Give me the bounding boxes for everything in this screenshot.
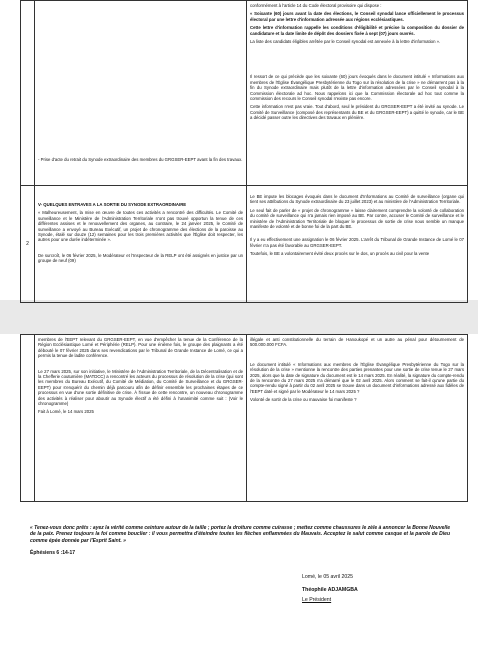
left-cell [35, 1, 247, 186]
bible-reference: Éphésiens 6 :14-17 [30, 550, 76, 557]
paragraph: De surcroît, le 06 février 2025, le Modérateur et l'Inspecteur de la RELP ont été assignés en justice par un groupe de neuf (09) [38, 252, 243, 264]
paragraph: Le document intitulé « Informations aux membres de l'Église Évangélique Presbytérienne du Togo sur la résolution de la crise » mentionne la rencontre des parties prenantes pour une sortie de crise tenue le 27 mars 2025, alors que la date de signature du document est le 14 mars 2025. En réalité, la signature du compte-rendu de la rencontre du 27 mars 2025 n'a démarré que le 02 avril 2025. Alors comment se fait-il qu'une partie du compte-rendu signé à partir du 02 avril 2025 se trouve dans un document d'informations adressé aux fidèles de l'EEPT daté et signé par le Modérateur le 14 mars 2025 ? [250, 361, 464, 394]
right-cell [247, 1, 468, 186]
paragraph: Cette information n'est pas vraie. Tout d'abord, seul le président du GRGSER-EEPT a été invité au synode. Le Comité de Surveillance (composé des représentants du BE et du GRGSER-EEPT) a quitté le synode, car le BE a décidé passer outre les directives des travaux en plénière. [250, 104, 464, 121]
paragraph: conformément à l'article 14 du Code électoral provisoire qui dispose : [250, 3, 382, 8]
table-row [21, 335, 468, 502]
signatory-name: Théophile ADJAMGBA [302, 587, 358, 593]
right-cell [247, 335, 468, 502]
comparison-table-page-1 [20, 0, 468, 303]
row-number: 2 [21, 186, 35, 303]
place-date: Lomé, le 05 avril 2025 [302, 574, 354, 580]
paragraph: illégale et anti constitutionnelle du terrain de Hanoukopé et un autre au pénal pour détournement de 500.000.000 FCFA. [250, 337, 464, 348]
left-cell [35, 335, 247, 502]
page-2 [0, 334, 478, 664]
paragraph: Toutefois, le BE a volontairement évité deux procès sur le dos, un procès au civil pour la vente [250, 251, 430, 257]
page-1 [0, 0, 478, 300]
paragraph: Il y a eu effectivement une assignation le 06 février 2025. L'arrêt du Tribunal de Grande Instance de Lomé le 07 février n'a pas été favorable au GRGSER-EEPT. [250, 237, 464, 248]
table-row [21, 186, 468, 303]
table-row [21, 1, 468, 186]
paragraph: Volonté de sortir de la crise ou mauvaise foi manifeste ? [250, 397, 357, 403]
paragraph: Le seul fait de parler de « projet de chronogramme » laisse clairement comprendre la volonté de collaboration du comité de surveillance qui n'a jamais rien imposé au BE. Par contre, accuser le Comité de surveillance et le ministère de l'Administration Territoriale de bloquer le processus de sortie de crise nous semble un manque manifeste de volonté et de bonne foi de la part du BE. [250, 207, 464, 230]
section-heading: V- QUELQUES ENTRAVES A LA SORTIE DU SYNODE EXTRAORDINAIRE [38, 202, 187, 207]
paragraph: Cette lettre d'information rappelle les conditions d'éligibilité et précise la composition du dossier de candidature et la date limite de dépôt des dossiers fixée à sept (07) jours ouvrés. [250, 25, 464, 36]
paragraph: « Soixante (60) jours avant la date des élections, le Conseil synodal lance officiellement le processus électoral par une lettre d'information adressée aux régions ecclésiastiques. [250, 11, 464, 22]
paragraph: Le BE impute les blocages évoqués dans le document d'Informations au Comité de surveillance (organe qui tient ses attributions du Synode extraordinaire du 23 juillet 2023) et au ministère de l'Administration Territoriale. [250, 194, 464, 205]
bible-quote: « Tenez-vous donc prêts : ayez la vérité comme ceinture autour de la taille ; portez la droiture comme cuirasse ; mettez comme chaussures le zèle à annoncer la Bonne Nouvelle de la paix. Prenez toujours la foi comme bouclier : il vous permettra d'éteindre toutes les flèches enflammées du Mauvais. Acceptez le salut comme casque et la parole de Dieu comme épée donnée par l'Esprit Saint. » [30, 525, 450, 544]
signature-block [302, 574, 358, 604]
left-cell [35, 186, 247, 303]
paragraph: La liste des candidats éligibles arrêtée par le Conseil synodal est annexée à la lettre d'information ». [250, 39, 441, 45]
left-text: - Prise d'acte du retrait du Synode extraordinaire des membres du GRGSER-EEPT avant la fin des travaux. [38, 156, 243, 162]
right-cell [247, 186, 468, 303]
closing-quote-block [30, 525, 450, 556]
paragraph: Le 27 mars 2025, sur son initiative, le Ministère de l'Administration Territoriale, de la Décentralisation et de la Chefferie coutumière (MATDCC) a rencontré les acteurs du processus de résolution de la crise (qui sont les membres du Bureau Exécutif, du Comité de Médiation, du Comité de Surveillance et du GRGSER-EEPT) pour s'enquérir du chemin déjà parcouru afin de définir ensemble les prochaines étapes de ce processus en vue d'une sortie définitive de crise. À l'issue de cette rencontre, un nouveau chronogramme des activités à réaliser pour aboutir au Synode électif a été défini à l'unanimité comme suit : (Voir le chronogramme) [38, 368, 243, 407]
done-at: Fait à Lomé, le 14 mars 2025 [38, 409, 94, 415]
comparison-table-page-2 [20, 334, 468, 502]
paragraph: « Malheureusement, la mise en œuvre de toutes ces activités a rencontré des difficultés. Le Comité de surveillance et le Ministère de l'Administration Territoriale n'ont pas trouvé opportun la tenue de ces différentes assises et le renouvellement des organes, au contraire, le 24 janvier 2025, le Comité de surveillance a envoyé au Bureau Exécutif, un projet de chronogramme des élections de la paroisse au Synode, étalé sur douze (12) semaines pour les trois premières activités que l'Église doit respecter, les autres pour une durée indéterminée ». [38, 210, 243, 243]
paragraph: Il ressort de ce qui précède que les soixante (60) jours évoqués dans le document intitulé « Informations aux membres de l'Église Évangélique Presbytérienne du Togo sur la résolution de la crise » ne démarrent pas à la fin du Synode extraordinaire mais plutôt de la lettre d'information adressées par le Conseil synodal à la Commission électorale ad hoc. Nous rappelons ici que la Commission électorale ad hoc tout comme la commission des recours le Conseil synodal n'existe pas encore. [250, 74, 464, 102]
signatory-role: Le Président [302, 597, 332, 603]
paragraph: membres de l'EEPT relevant du GRGSER-EEPT, en vue d'empêcher la tenue de la Conférence de la Région Ecclésiastique Lomé et Périphérie (RELP). Pour une énième fois, le groupe des plaignants a été débouté le 07 février 2025 dans ses revendications par le Tribunal de Grande Instance de Lomé, ce qui a permis la tenue de ladite conférence. [38, 337, 243, 359]
